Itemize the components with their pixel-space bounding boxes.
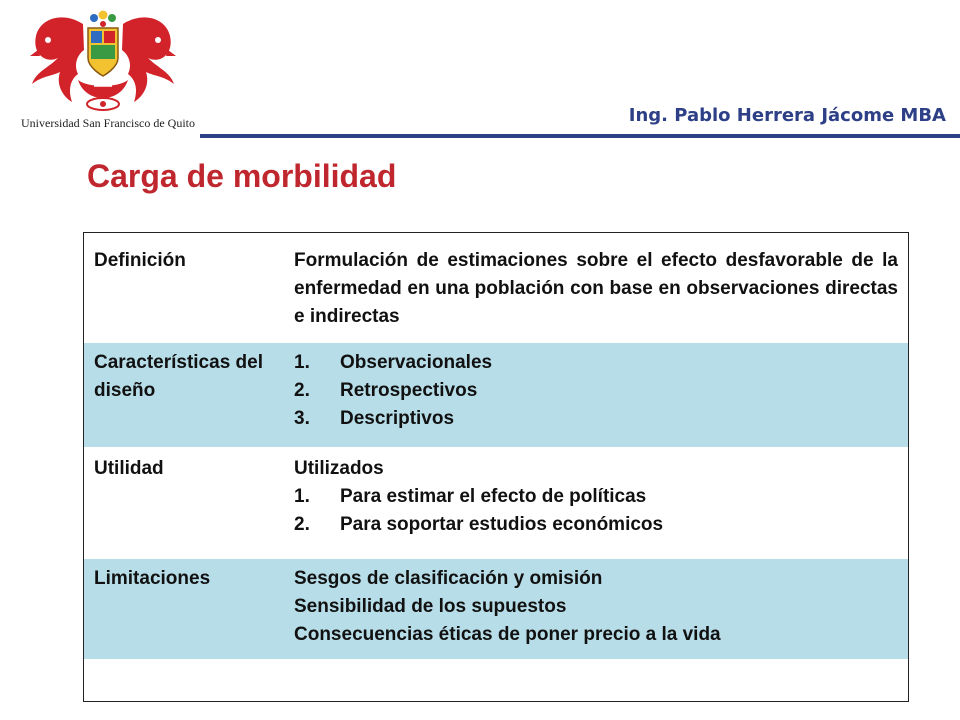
row-label: Utilidad [94,458,164,479]
dragon-crest-icon [28,6,178,114]
table-row-limitaciones [84,559,908,659]
row-content: Formulación de estimaciones sobre el efecto desfavorable de la enfermedad en una población con base en observaciones directas e indirectas [294,250,898,327]
list-item: 2. Retrospectivos [294,380,478,401]
row-content [294,455,898,539]
header-divider [200,134,960,138]
list-item: 1. Para estimar el efecto de políticas [294,486,647,507]
numbered-list [294,349,898,433]
limitation-line: Sensibilidad de los supuestos [294,596,567,617]
slide-title: Carga de morbilidad [87,158,397,194]
author-name: Ing. Pablo Herrera Jácome MBA [628,105,946,126]
table-row-definicion [84,233,908,343]
list-item: 2. Para soportar estudios económicos [294,514,664,535]
row-intro: Utilizados [294,458,384,479]
logo-caption: Universidad San Francisco de Quito [21,116,195,130]
university-logo [8,6,208,130]
row-content [294,565,898,649]
list-item: 1. Observacionales [294,352,493,373]
table-row-utilidad [84,447,908,559]
row-label: Definición [94,250,186,271]
limitation-line: Sesgos de clasificación y omisión [294,568,603,589]
row-label: Características del diseño [94,352,263,401]
limitation-line: Consecuencias éticas de poner precio a la vida [294,624,721,645]
list-item: 3. Descriptivos [294,408,455,429]
row-label: Limitaciones [94,568,211,589]
slide-header [0,0,960,150]
table-row-caracteristicas [84,343,908,447]
row-content [294,349,898,433]
info-table [83,232,909,702]
numbered-list [294,483,898,539]
